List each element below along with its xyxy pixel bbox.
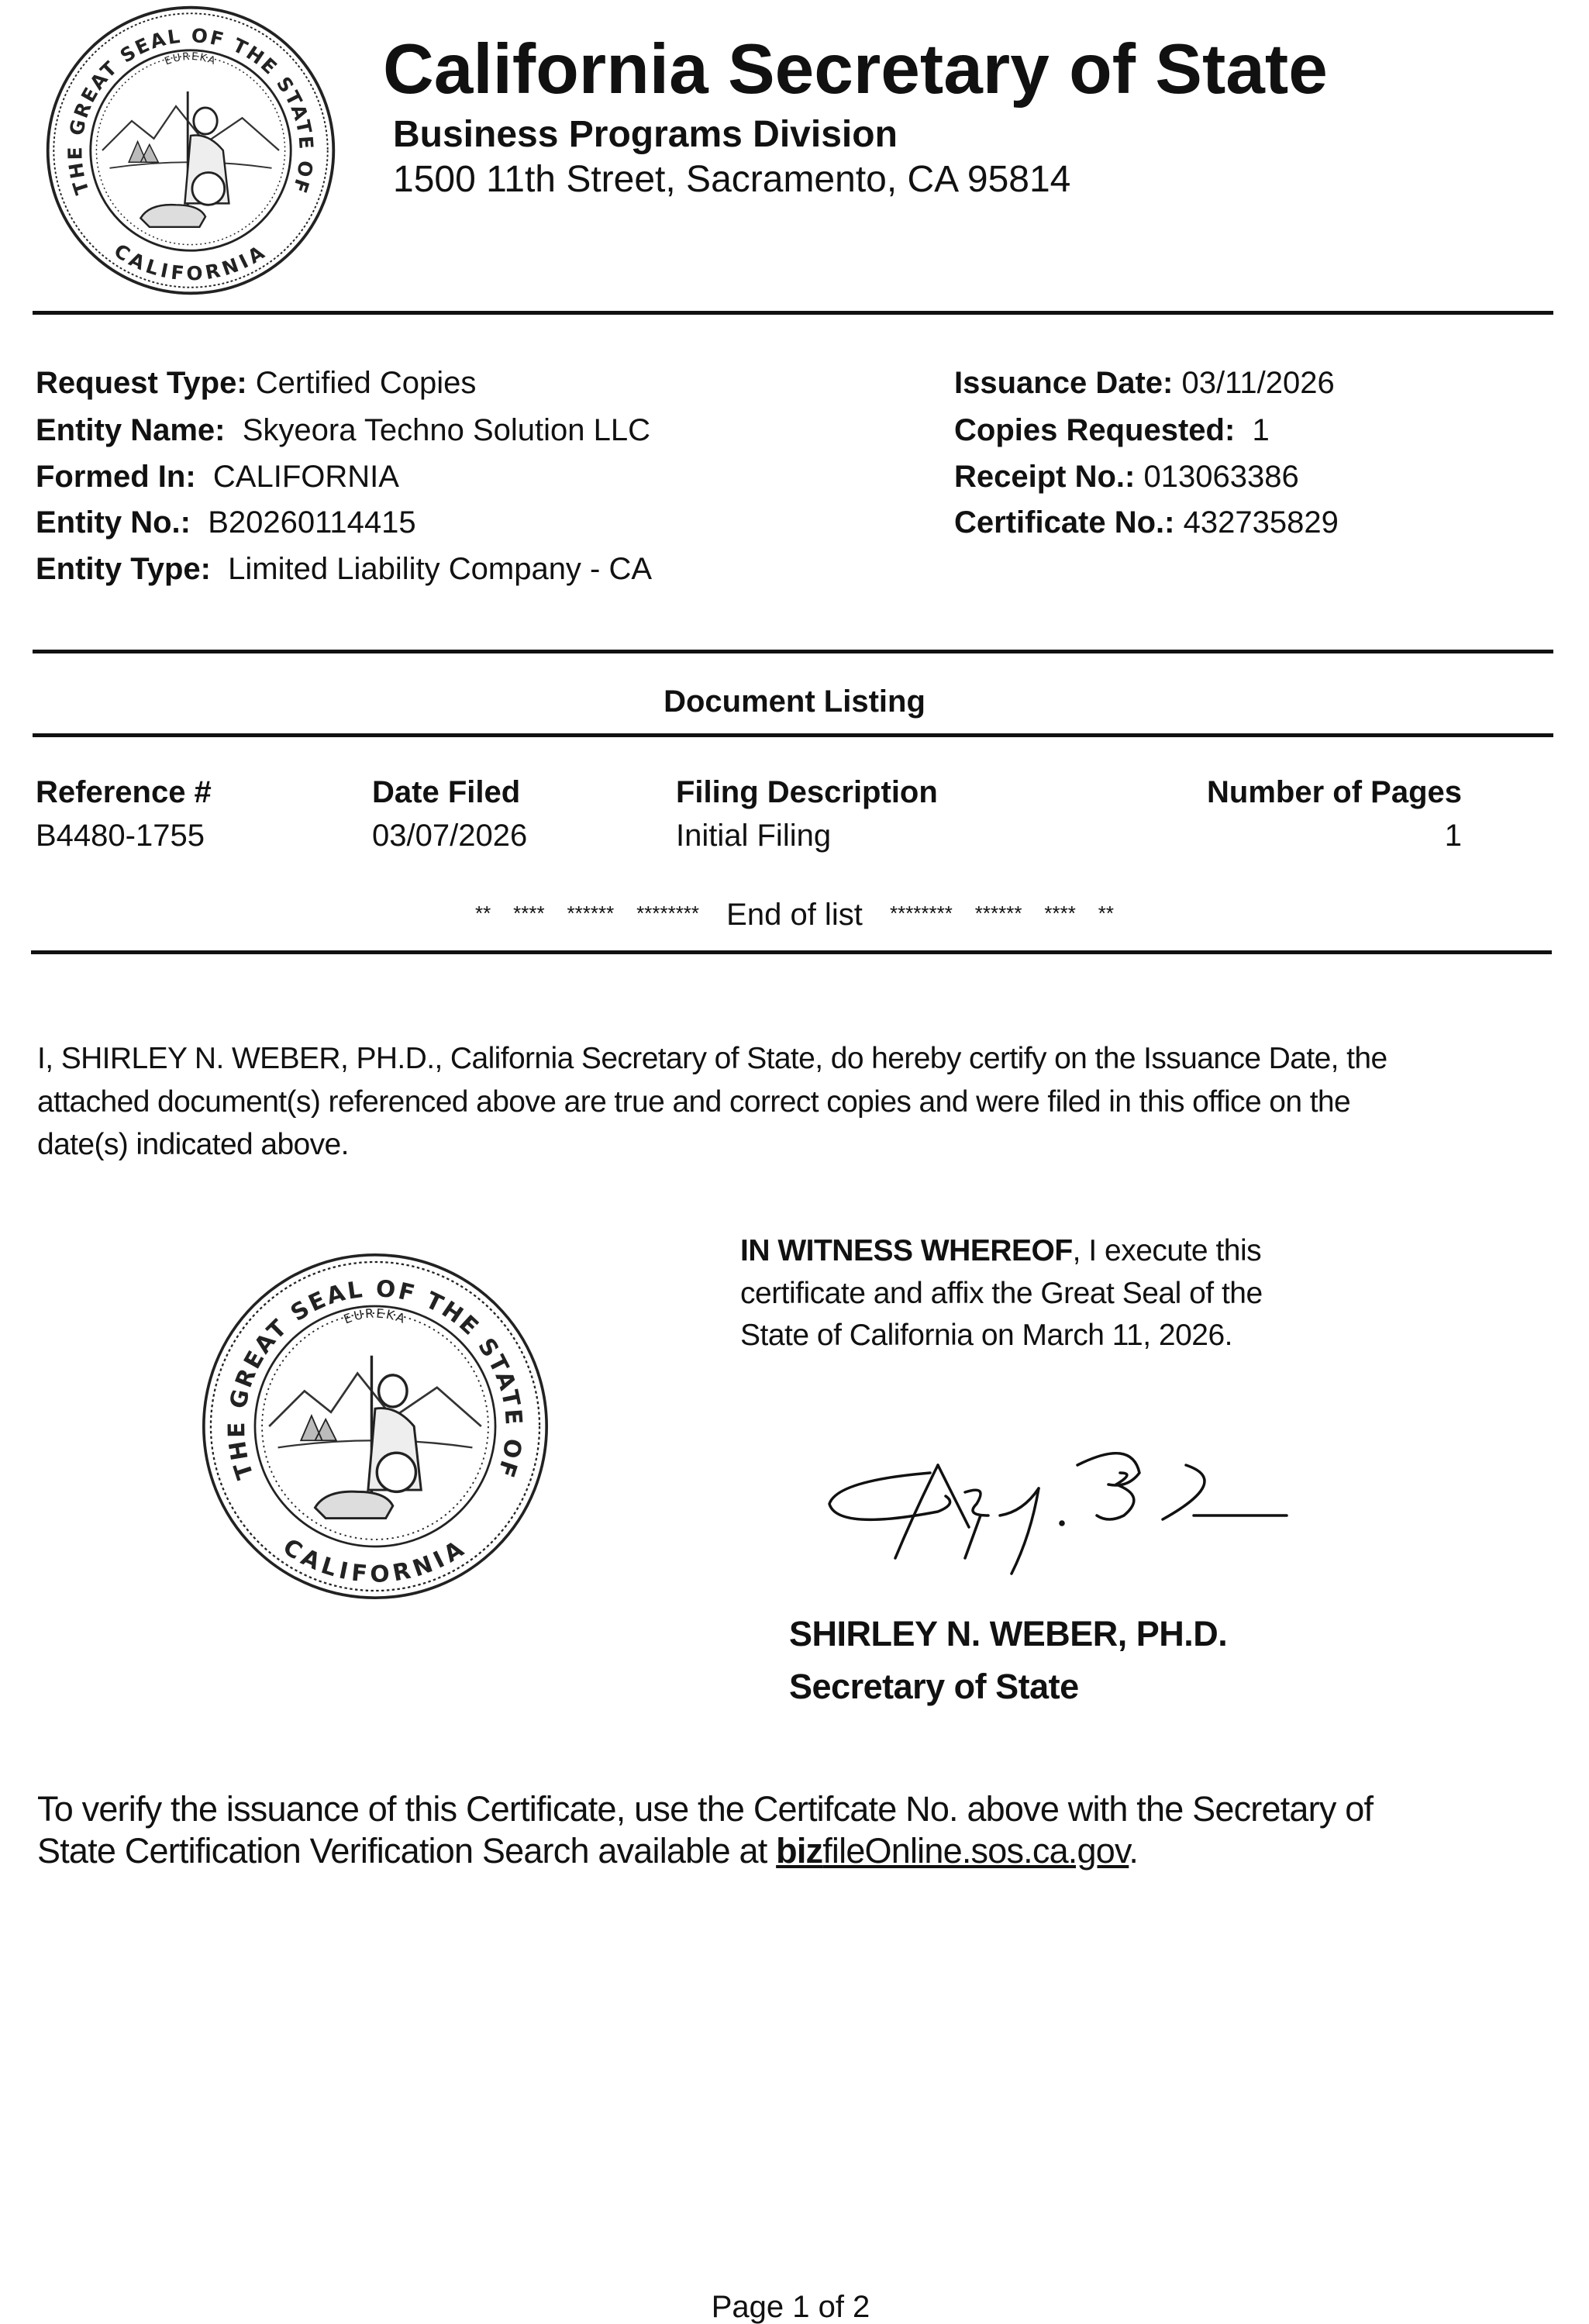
svg-text:EUREKA: EUREKA [163, 50, 219, 68]
info-entity-no: Entity No.: B20260114415 [36, 505, 416, 540]
certification-line: attached document(s) referenced above are true and correct copies and were filed in this office on the [37, 1085, 1351, 1119]
divider [33, 650, 1553, 653]
info-request-type: Request Type: Certified Copies [36, 366, 477, 400]
info-certificate-no: Certificate No.: 432735829 [954, 505, 1339, 540]
cell-filing-description: Initial Filing [676, 819, 832, 853]
office-address: 1500 11th Street, Sacramento, CA 95814 [393, 159, 1071, 200]
bizfile-online-link[interactable]: bizfileOnline.sos.ca.gov [776, 1831, 1129, 1871]
column-header-filing-description: Filing Description [676, 775, 938, 809]
certification-line: date(s) indicated above. [37, 1128, 349, 1161]
info-issuance-date: Issuance Date: 03/11/2026 [954, 366, 1335, 400]
signatory-name: SHIRLEY N. WEBER, PH.D. [789, 1614, 1228, 1653]
info-copies-requested: Copies Requested: 1 [954, 413, 1270, 447]
verify-line: To verify the issuance of this Certificate, use the Certifcate No. above with the Secretary of [37, 1789, 1374, 1829]
witness-line: State of California on March 11, 2026. [740, 1319, 1232, 1352]
end-of-list: ** **** ****** ******** End of list ******** ****** **** ** [475, 898, 1114, 932]
svg-text:CALIFORNIA: CALIFORNIA [109, 239, 272, 285]
info-formed-in: Formed In: CALIFORNIA [36, 460, 399, 494]
cell-date-filed: 03/07/2026 [372, 819, 528, 853]
divider [31, 950, 1552, 954]
info-entity-type: Entity Type: Limited Liability Company - CA [36, 552, 653, 586]
svg-text:CALIFORNIA: CALIFORNIA [278, 1533, 472, 1588]
great-seal-of-california-stamp [198, 1250, 552, 1603]
great-seal-of-california-logo [43, 3, 338, 298]
divider [33, 733, 1553, 737]
svg-text:THE GREAT SEAL OF THE STATE OF: THE GREAT SEAL OF THE STATE OF [222, 1274, 529, 1483]
svg-text:EUREKA: EUREKA [341, 1305, 409, 1327]
divider [33, 311, 1553, 315]
cell-reference: B4480-1755 [36, 819, 205, 853]
cell-number-of-pages: 1 [1444, 819, 1462, 853]
witness-line: certificate and affix the Great Seal of the [740, 1277, 1263, 1310]
witness-line: IN WITNESS WHEREOF, I execute this [740, 1234, 1262, 1267]
column-header-date-filed: Date Filed [372, 775, 521, 809]
signature-image [822, 1442, 1294, 1581]
signatory-title: Secretary of State [789, 1667, 1079, 1706]
svg-text:THE GREAT SEAL OF THE STATE OF: THE GREAT SEAL OF THE STATE OF [64, 23, 318, 198]
certification-line: I, SHIRLEY N. WEBER, PH.D., California Secretary of State, do hereby certify on the Issuance Date, the [37, 1042, 1387, 1075]
column-header-reference: Reference # [36, 775, 212, 809]
document-listing-title: Document Listing [664, 684, 925, 719]
page-title: California Secretary of State [383, 30, 1328, 109]
info-entity-name: Entity Name: Skyeora Techno Solution LLC [36, 413, 651, 447]
column-header-number-of-pages: Number of Pages [1207, 775, 1462, 809]
verify-line: State Certification Verification Search available at bizfileOnline.sos.ca.gov. [37, 1831, 1139, 1871]
info-receipt-no: Receipt No.: 013063386 [954, 460, 1299, 494]
page-number: Page 1 of 2 [711, 2290, 870, 2324]
division-name: Business Programs Division [393, 114, 898, 155]
